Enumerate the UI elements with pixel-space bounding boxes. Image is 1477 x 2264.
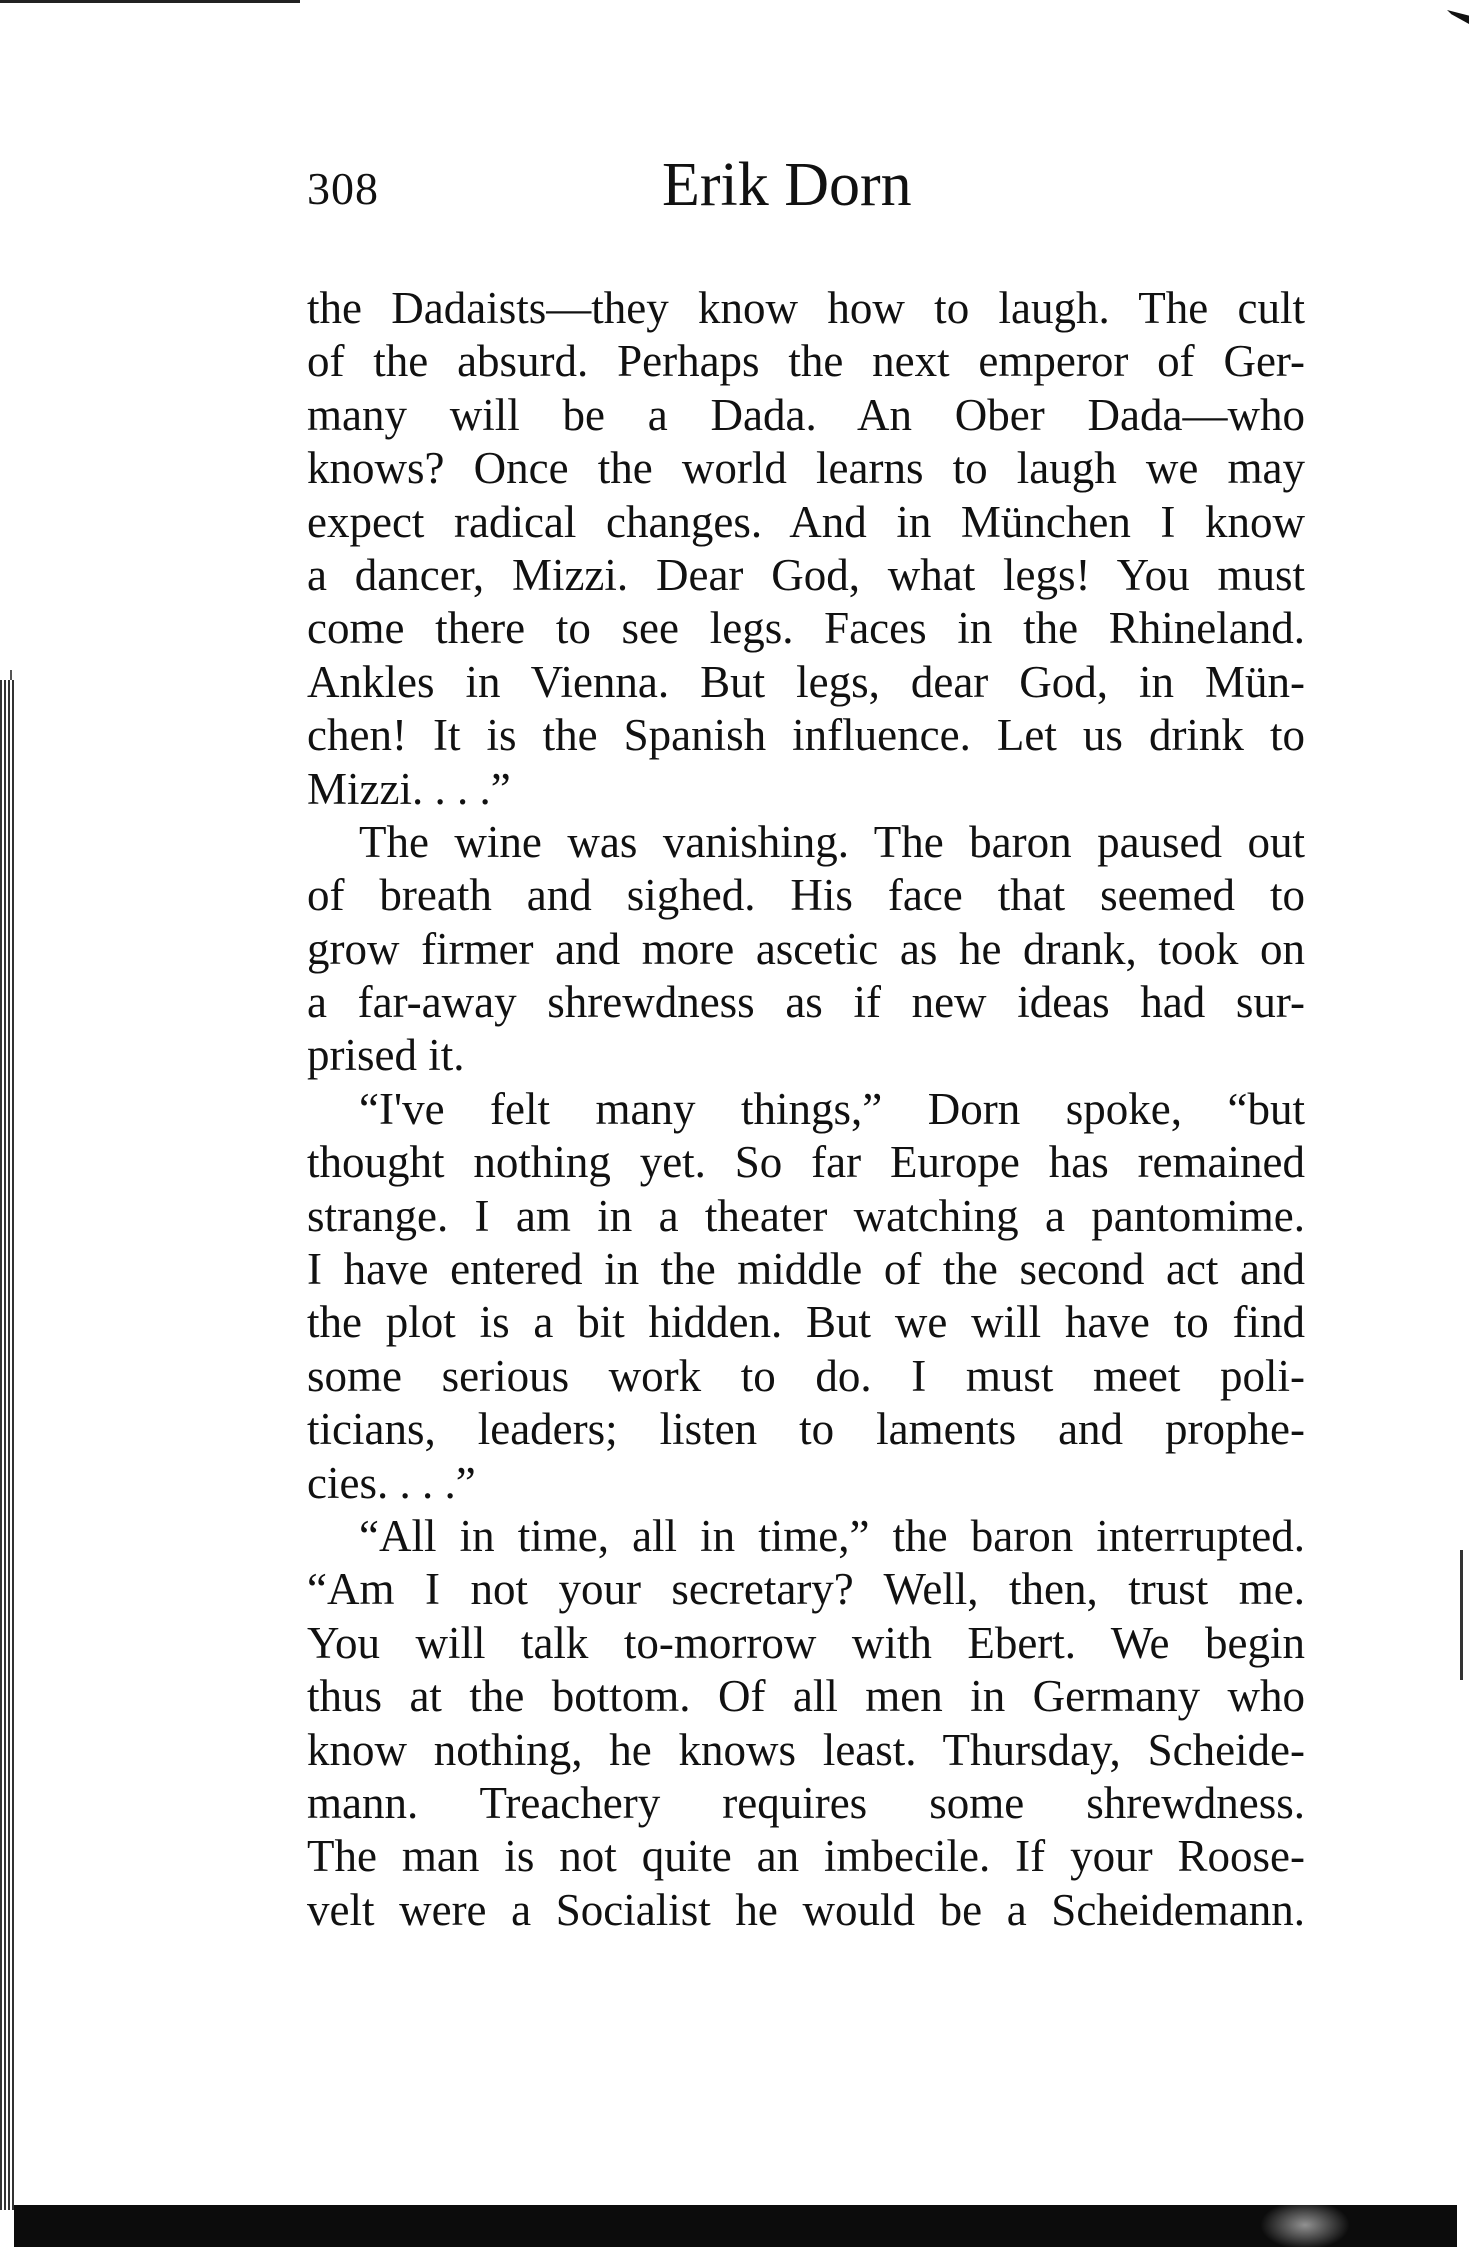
text-line-paragraph-start: “All in time, all in time,” the baron interrupted. [359,1510,1305,1561]
text-line: strange. I am in a theater watching a pantomime. [307,1190,1305,1241]
scan-bottom-edge-shadow [14,2205,1457,2247]
text-line-paragraph-start: “I've felt many things,” Dorn spoke, “but [359,1083,1305,1134]
text-line: mann. Treachery requires some shrewdness. [307,1777,1305,1828]
text-line: I have entered in the middle of the second act and [307,1244,1305,1295]
text-line: “Am I not your secretary? Well, then, trust me. [307,1564,1305,1615]
scan-left-page-edge [0,680,14,2210]
text-line-paragraph-end: Mizzi. . . .” [307,763,511,814]
page-header [307,150,1307,230]
text-line: many will be a Dada. An Ober Dada—who [307,389,1305,440]
text-line: chen! It is the Spanish influence. Let us drink to [307,710,1305,761]
text-line: come there to see legs. Faces in the Rhineland. [307,603,1305,654]
text-line: expect radical changes. And in München I know [307,496,1305,547]
text-line-paragraph-end: prised it. [307,1030,465,1081]
text-line: a dancer, Mizzi. Dear God, what legs! You must [307,549,1305,600]
text-line-paragraph-start: The wine was vanishing. The baron paused out [359,816,1305,867]
text-line: thus at the bottom. Of all men in Germany who [307,1671,1305,1722]
text-line: know nothing, he knows least. Thursday, Scheide- [307,1724,1305,1775]
text-line: the plot is a bit hidden. But we will have to find [307,1297,1305,1348]
scan-bottom-speckle [1260,2200,1350,2250]
running-title: Erik Dorn [662,151,912,219]
scan-corner-mark [1447,10,1469,24]
text-line: of the absurd. Perhaps the next emperor of Ger- [307,336,1305,387]
text-line: ticians, leaders; listen to laments and prophe- [307,1404,1305,1455]
text-line: knows? Once the world learns to laugh we may [307,443,1305,494]
text-line: The man is not quite an imbecile. If your Roose- [307,1831,1305,1882]
scan-top-edge-line [0,0,300,3]
page-number: 308 [307,163,379,214]
text-line: Ankles in Vienna. But legs, dear God, in Mün- [307,656,1305,707]
scan-right-page-edge [1460,1550,1463,1680]
text-line: some serious work to do. I must meet poli- [307,1350,1305,1401]
text-line: grow firmer and more ascetic as he drank, took on [307,923,1305,974]
text-line: You will talk to-morrow with Ebert. We begin [307,1617,1305,1668]
text-line: of breath and sighed. His face that seemed to [307,870,1305,921]
text-line: a far-away shrewdness as if new ideas had sur- [307,977,1305,1028]
text-line: the Dadaists—they know how to laugh. The cult [307,283,1305,333]
text-line: velt were a Socialist he would be a Scheidemann. [307,1884,1305,1935]
text-line-paragraph-end: cies. . . .” [307,1457,476,1508]
text-line: thought nothing yet. So far Europe has remained [307,1137,1305,1188]
body-text [307,282,1305,1937]
